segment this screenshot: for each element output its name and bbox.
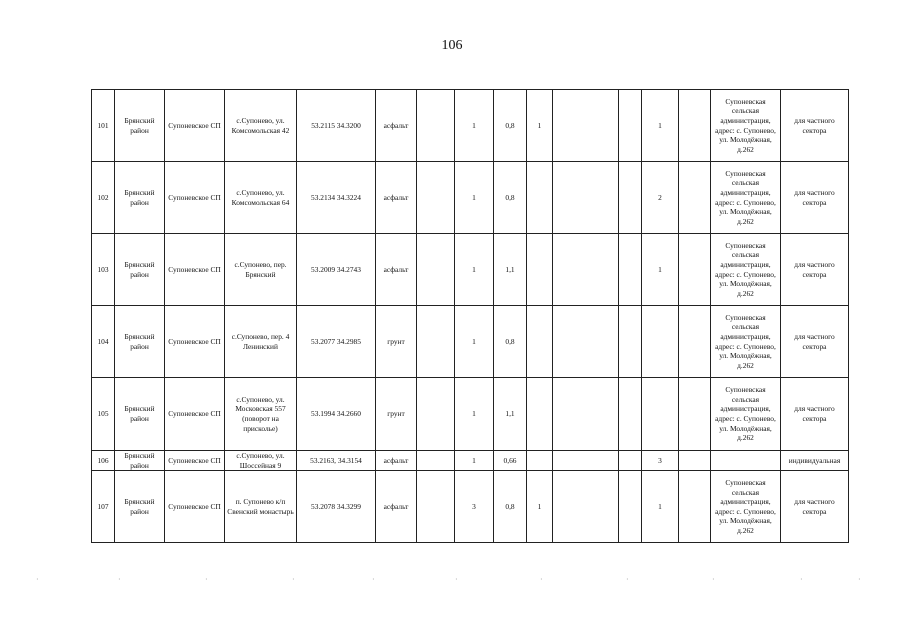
cell-c13 (642, 378, 679, 451)
cell-c10 (527, 234, 553, 306)
cell-owner: Супоневская сельская администрация, адрес: с. Супонево, ул. Молодёжная, д.262 (711, 90, 781, 162)
cell-surface: асфальт (376, 471, 417, 543)
cell-c9: 1,1 (494, 234, 527, 306)
cell-c7 (417, 471, 455, 543)
cell-c12 (619, 451, 642, 471)
cell-settlement: Супоневское СП (165, 471, 225, 543)
cell-c13: 1 (642, 90, 679, 162)
cell-owner: Супоневская сельская администрация, адрес: с. Супонево, ул. Молодёжная, д.262 (711, 471, 781, 543)
cell-address: с.Супонево, ул. Шоссейная 9 (225, 451, 297, 471)
cell-c13: 2 (642, 162, 679, 234)
cell-c12 (619, 234, 642, 306)
cell-address: с.Супонево, пер. 4 Ленинский (225, 306, 297, 378)
cell-coords: 53.2078 34.3299 (297, 471, 376, 543)
cell-district: Брянский район (115, 162, 165, 234)
cell-c7 (417, 162, 455, 234)
cell-no: 104 (92, 306, 115, 378)
cell-c13: 1 (642, 471, 679, 543)
cell-c10: 1 (527, 471, 553, 543)
cell-owner: Супоневская сельская администрация, адрес: с. Супонево, ул. Молодёжная, д.262 (711, 306, 781, 378)
table-row (92, 162, 849, 234)
cell-surface: асфальт (376, 90, 417, 162)
cell-c13 (642, 306, 679, 378)
cell-no: 105 (92, 378, 115, 451)
cell-no: 107 (92, 471, 115, 543)
cell-c7 (417, 378, 455, 451)
cell-surface: грунт (376, 378, 417, 451)
cell-district: Брянский район (115, 306, 165, 378)
cell-c13: 1 (642, 234, 679, 306)
cell-c11 (553, 234, 619, 306)
cell-c8: 1 (455, 234, 494, 306)
cell-settlement: Супоневское СП (165, 306, 225, 378)
cell-c11 (553, 451, 619, 471)
cell-c12 (619, 90, 642, 162)
cell-coords: 53.2009 34.2743 (297, 234, 376, 306)
table-row (92, 90, 849, 162)
cell-settlement: Супоневское СП (165, 90, 225, 162)
cell-c7 (417, 306, 455, 378)
cell-c9: 0,8 (494, 90, 527, 162)
cell-district: Брянский район (115, 378, 165, 451)
cell-c8: 1 (455, 306, 494, 378)
cell-c14 (679, 306, 711, 378)
cell-district: Брянский район (115, 471, 165, 543)
container-sites-table (91, 89, 849, 543)
cell-no: 101 (92, 90, 115, 162)
cell-purpose: для частного сектора (781, 471, 849, 543)
cell-no: 106 (92, 451, 115, 471)
cell-c12 (619, 378, 642, 451)
cell-coords: 53.1994 34.2660 (297, 378, 376, 451)
page-number: 106 (441, 38, 463, 53)
cell-c11 (553, 378, 619, 451)
cell-purpose: для частного сектора (781, 162, 849, 234)
cell-address: с.Супонево, ул. Комсомольская 42 (225, 90, 297, 162)
cell-no: 102 (92, 162, 115, 234)
cell-c14 (679, 451, 711, 471)
cell-owner: Супоневская сельская администрация, адрес: с. Супонево, ул. Молодёжная, д.262 (711, 234, 781, 306)
cell-purpose: для частного сектора (781, 234, 849, 306)
cell-c12 (619, 306, 642, 378)
cell-surface: асфальт (376, 234, 417, 306)
cell-c12 (619, 162, 642, 234)
cell-district: Брянский район (115, 451, 165, 471)
cell-c14 (679, 378, 711, 451)
cell-c9: 0,8 (494, 306, 527, 378)
cell-surface: асфальт (376, 162, 417, 234)
cell-address: с.Супонево, ул. Московская 557 (поворот на присколье) (225, 378, 297, 451)
cell-c11 (553, 162, 619, 234)
cell-c10 (527, 451, 553, 471)
table-row (92, 234, 849, 306)
cell-c14 (679, 90, 711, 162)
cell-c9: 1,1 (494, 378, 527, 451)
cell-c13: 3 (642, 451, 679, 471)
cell-c8: 3 (455, 471, 494, 543)
table-row (92, 451, 849, 471)
cell-settlement: Супоневское СП (165, 451, 225, 471)
cell-c9: 0,8 (494, 162, 527, 234)
cell-c7 (417, 90, 455, 162)
cell-c11 (553, 471, 619, 543)
cell-c7 (417, 451, 455, 471)
cell-c14 (679, 234, 711, 306)
table-row (92, 378, 849, 451)
cell-coords: 53.2077 34.2985 (297, 306, 376, 378)
cell-surface: грунт (376, 306, 417, 378)
cell-owner: Супоневская сельская администрация, адрес: с. Супонево, ул. Молодёжная, д.262 (711, 162, 781, 234)
cell-settlement: Супоневское СП (165, 162, 225, 234)
cell-c14 (679, 471, 711, 543)
cell-district: Брянский район (115, 90, 165, 162)
cell-c10 (527, 378, 553, 451)
cell-c10 (527, 306, 553, 378)
cell-no: 103 (92, 234, 115, 306)
cell-c14 (679, 162, 711, 234)
cell-c11 (553, 306, 619, 378)
cell-c8: 1 (455, 451, 494, 471)
cell-c8: 1 (455, 162, 494, 234)
cell-coords: 53.2115 34.3200 (297, 90, 376, 162)
cell-c7 (417, 234, 455, 306)
cell-c11 (553, 90, 619, 162)
cell-surface: асфальт (376, 451, 417, 471)
cell-purpose: для частного сектора (781, 378, 849, 451)
cell-purpose: для частного сектора (781, 306, 849, 378)
cell-c8: 1 (455, 378, 494, 451)
cell-c8: 1 (455, 90, 494, 162)
cell-purpose: для частного сектора (781, 90, 849, 162)
table-row (92, 471, 849, 543)
cell-c10 (527, 162, 553, 234)
cell-settlement: Супоневское СП (165, 234, 225, 306)
cell-c10: 1 (527, 90, 553, 162)
cell-district: Брянский район (115, 234, 165, 306)
cell-c12 (619, 471, 642, 543)
cell-address: п. Супонево к/п Свенский монастырь (225, 471, 297, 543)
cell-c9: 0,66 (494, 451, 527, 471)
cell-coords: 53.2134 34.3224 (297, 162, 376, 234)
cell-settlement: Супоневское СП (165, 378, 225, 451)
table-row (92, 306, 849, 378)
cell-address: с.Супонево, пер. Брянский (225, 234, 297, 306)
cell-owner (711, 451, 781, 471)
cell-coords: 53.2163, 34.3154 (297, 451, 376, 471)
cell-address: с.Супонево, ул. Комсомольская 64 (225, 162, 297, 234)
cell-owner: Супоневская сельская администрация, адрес: с. Супонево, ул. Молодёжная, д.262 (711, 378, 781, 451)
cell-purpose: индивидуальная (781, 451, 849, 471)
cell-c9: 0,8 (494, 471, 527, 543)
